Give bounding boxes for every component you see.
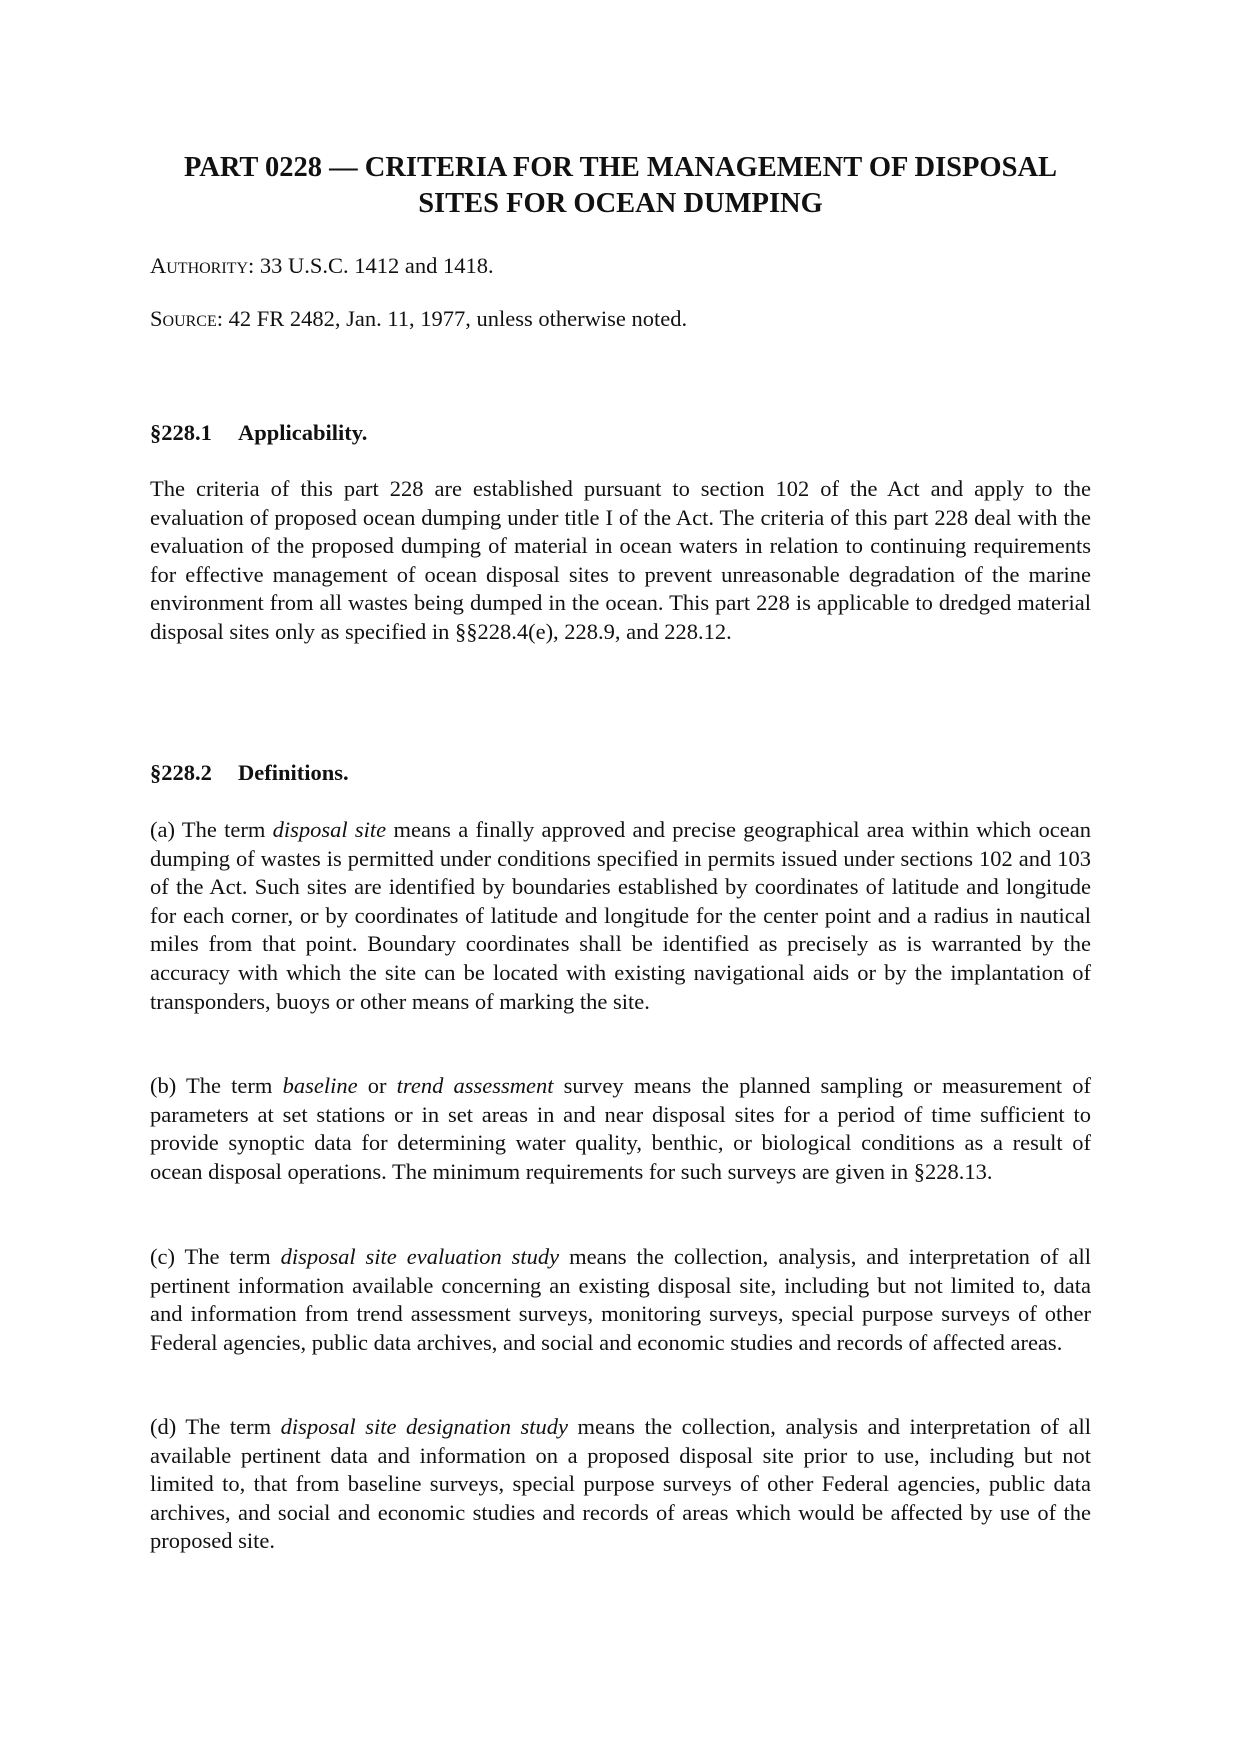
defined-term: disposal site [272, 817, 387, 842]
section-heading-228-1 [150, 419, 367, 447]
paragraph-text: means a finally approved and precise geographical area within which ocean dumping of wastes is permitted under conditions specified in permits issued under sections 102 and 103 of the Act. Such sites are identified by boundaries established by coordinates of latitude and longitude for each corner, or by coordinates of latitude and longitude for the center point and a radius in nautical miles from that point. Boundary coordinates shall be identified as precisely as is warranted by the accuracy with which the site can be located with existing navigational aids or by the implantation of transponders, buoys or other means of marking the site. [150, 817, 1091, 1014]
authority-label: Authority: [150, 253, 255, 278]
defined-term: disposal site designation study [280, 1414, 569, 1439]
section-title: Definitions. [238, 760, 349, 785]
authority-line [150, 252, 494, 280]
page-title-line-1: PART 0228 — CRITERIA FOR THE MANAGEMENT OF DISPOSAL [183, 152, 1058, 183]
source-text: 42 FR 2482, Jan. 11, 1977, unless otherwise noted. [223, 306, 688, 331]
page-title-line-2: SITES FOR OCEAN DUMPING [418, 188, 823, 219]
paragraph-prefix: (a) The term [150, 817, 273, 842]
section-heading-228-2 [150, 759, 349, 787]
defined-term: baseline [282, 1073, 358, 1098]
paragraph-text: survey means the planned sampling or measurement of parameters at set stations or in set areas in and near disposal sites for a period of time sufficient to provide synoptic data for determining water quality, benthic, or biological conditions as a result of ocean disposal operations. The minimum requirements for such surveys are given in §228.13. [150, 1073, 1092, 1184]
page-title [150, 150, 1091, 222]
paragraph-prefix: (b) The term [150, 1073, 283, 1098]
definition-d-paragraph [150, 1413, 1091, 1556]
paragraph-text: The criteria of this part 228 are established pursuant to section 102 of the Act and apply to the evaluation of proposed ocean dumping under title I of the Act. The criteria of this part 228 deal with the evaluation of the proposed dumping of material in ocean waters in relation to continuing requirements for effective management of ocean disposal sites to prevent unreasonable degradation of the marine environment from all wastes being dumped in the ocean. This part 228 is applicable to dredged material disposal sites only as specified in §§228.4(e), 228.9, and 228.12. [150, 476, 1091, 644]
paragraph-prefix: (c) The term [150, 1244, 281, 1269]
paragraph-text: means the collection, analysis and interpretation of all available pertinent data and information on a proposed disposal site prior to use, including but not limited to, that from baseline surveys, special purpose surveys of other Federal agencies, public data archives, and social and economic studies and records of areas which would be affected by use of the proposed site. [150, 1414, 1092, 1554]
defined-term: disposal site evaluation study [280, 1244, 560, 1269]
section-number: §228.2 [150, 760, 212, 785]
authority-text: 33 U.S.C. 1412 and 1418. [254, 253, 494, 278]
defined-term-2: trend assessment [396, 1073, 554, 1098]
source-line [150, 305, 687, 333]
definition-b-paragraph [150, 1072, 1091, 1186]
paragraph-prefix: (d) The term [150, 1414, 281, 1439]
section-number: §228.1 [150, 420, 212, 445]
section-title: Applicability. [238, 420, 368, 445]
definition-a-paragraph [150, 816, 1091, 1016]
paragraph-connector: or [357, 1073, 397, 1098]
applicability-paragraph [150, 475, 1091, 647]
source-label: Source: [150, 306, 223, 331]
paragraph-text: means the collection, analysis, and interpretation of all pertinent information available concerning an existing disposal site, including but not limited to, data and information from trend assessment surveys, monitoring surveys, special purpose surveys of other Federal agencies, public data archives, and social and economic studies and records of affected areas. [150, 1244, 1091, 1355]
definition-c-paragraph [150, 1243, 1091, 1357]
